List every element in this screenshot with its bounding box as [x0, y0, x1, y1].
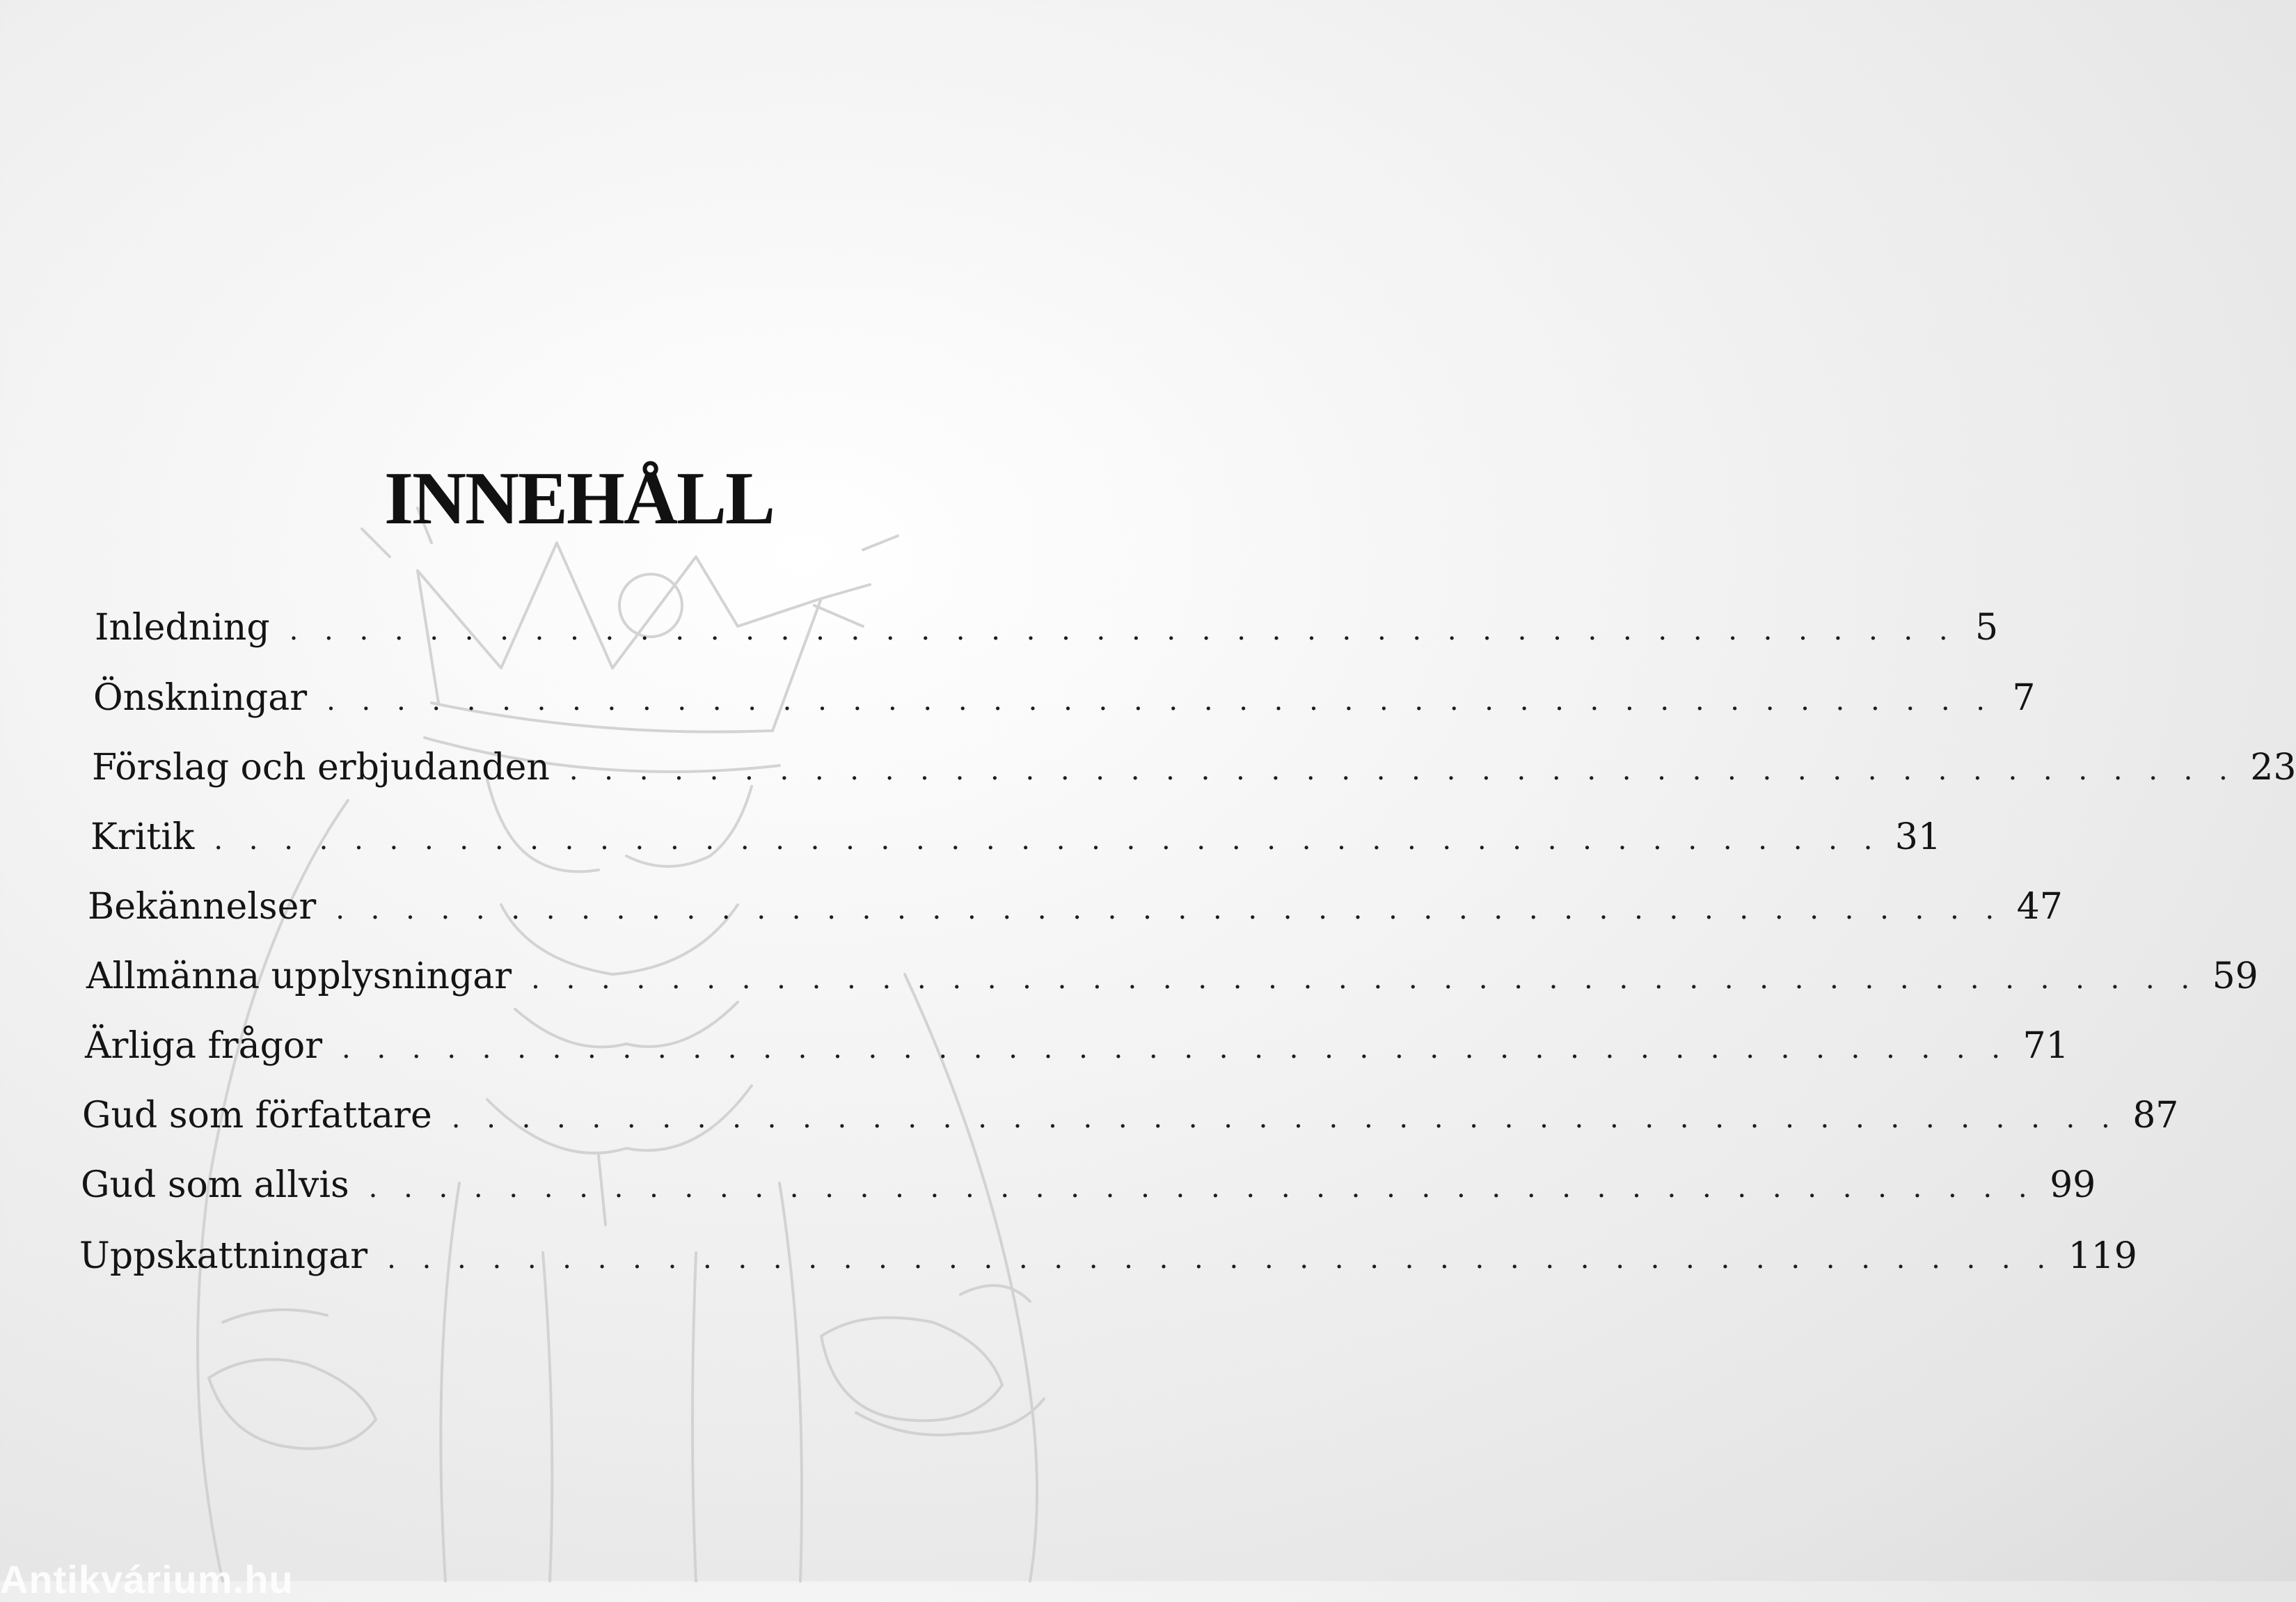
- toc-entry-page: 7: [2012, 677, 2036, 719]
- toc-entry: [92, 740, 2296, 795]
- toc-entry: [88, 879, 2063, 935]
- toc-leader-dots: . . . . . . . . . . . . . . . . . . . . . . . . . . . . . . . . . . . . . . . . . . . . . . . .: [342, 1033, 2009, 1065]
- toc-entry-label: Inledning: [95, 607, 270, 649]
- toc-leader-dots: . . . . . . . . . . . . . . . . . . . . . . . . . . . . . . . . . . . . . . . . . . . . . . . .: [214, 824, 1881, 856]
- toc-entry-label: Allmänna upplysningar: [86, 955, 512, 997]
- toc-entry-page: 5: [1974, 607, 1999, 649]
- toc-entry: [81, 1157, 2096, 1213]
- toc-entry-label: Ärliga frågor: [85, 1025, 323, 1067]
- toc-entry-page: 119: [2068, 1235, 2137, 1277]
- toc-entry-page: 59: [2212, 955, 2258, 997]
- toc-entry-label: Bekännelser: [88, 886, 317, 928]
- toc-entry: [85, 1018, 2069, 1074]
- toc-entry-label: Gud som allvis: [81, 1164, 349, 1206]
- toc-entry-page: 71: [2022, 1025, 2069, 1067]
- page-title: INNEHÅLL: [383, 457, 775, 540]
- toc-leader-dots: . . . . . . . . . . . . . . . . . . . . . . . . . . . . . . . . . . . . . . . . . . . . . . . .: [335, 894, 2003, 926]
- toc-leader-dots: . . . . . . . . . . . . . . . . . . . . . . . . . . . . . . . . . . . . . . . . . . . . . . . .: [531, 963, 2199, 995]
- toc-entry-label: Förslag och erbjudanden: [92, 747, 550, 788]
- toc-entry-page: 87: [2132, 1095, 2179, 1136]
- toc-entry: [79, 1228, 2137, 1284]
- toc-entry: [86, 949, 2258, 1004]
- toc-entry-page: 31: [1894, 816, 1941, 858]
- toc-entry: [95, 600, 1999, 656]
- watermark: Antikvárium.hu: [0, 1557, 294, 1601]
- toc-entry-label: Uppskattningar: [79, 1235, 368, 1277]
- toc-entry-page: 23: [2250, 747, 2296, 788]
- toc-leader-dots: . . . . . . . . . . . . . . . . . . . . . . . . . . . . . . . . . . . . . . . . . . . . . . . .: [289, 614, 1957, 647]
- toc-entry-page: 47: [2016, 886, 2063, 928]
- toc-leader-dots: . . . . . . . . . . . . . . . . . . . . . . . . . . . . . . . . . . . . . . . . . . . . . . . .: [569, 754, 2237, 786]
- toc-entry: [90, 809, 1941, 865]
- toc-entry-label: Kritik: [90, 816, 195, 858]
- toc-entry-label: Gud som författare: [82, 1095, 432, 1136]
- toc-entry: [82, 1088, 2179, 1143]
- toc-entry-label: Önskningar: [93, 677, 308, 719]
- toc-leader-dots: . . . . . . . . . . . . . . . . . . . . . . . . . . . . . . . . . . . . . . . . . . . . . . . .: [368, 1172, 2036, 1204]
- toc-leader-dots: . . . . . . . . . . . . . . . . . . . . . . . . . . . . . . . . . . . . . . . . . . . . . . . .: [451, 1102, 2119, 1134]
- toc-entry: [93, 670, 2036, 726]
- toc-leader-dots: . . . . . . . . . . . . . . . . . . . . . . . . . . . . . . . . . . . . . . . . . . . . . . . .: [387, 1243, 2054, 1275]
- toc-leader-dots: . . . . . . . . . . . . . . . . . . . . . . . . . . . . . . . . . . . . . . . . . . . . . . . .: [326, 685, 1994, 717]
- toc-entry-page: 99: [2050, 1164, 2096, 1206]
